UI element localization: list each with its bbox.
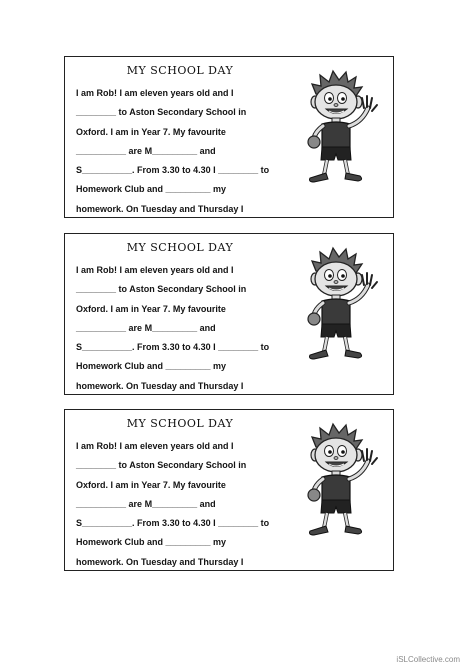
card-text — [76, 84, 269, 219]
card-text — [76, 437, 269, 572]
text-line: ________ to Aston Secondary School in — [76, 107, 247, 118]
text-line: __________ are M_________ and — [76, 322, 216, 333]
text-line: ________ to Aston Secondary School in — [76, 460, 247, 471]
text-line: homework. On Tuesday and Thursday I — [76, 556, 244, 567]
card-title: MY SCHOOL DAY — [126, 417, 234, 430]
text-line: __________ are M_________ and — [76, 498, 216, 509]
worksheet-card-2 — [64, 233, 394, 395]
watermark: iSLCollective.com — [396, 655, 460, 664]
text-line: homework. On Tuesday and Thursday I — [76, 380, 244, 391]
text-line: Oxford. I am in Year 7. My favourite — [76, 479, 226, 490]
card-text — [76, 261, 269, 396]
text-line: homework. On Tuesday and Thursday I — [76, 203, 244, 214]
text-line: S__________. From 3.30 to 4.30 I ________ to — [76, 165, 270, 176]
boy-cartoon-icon — [302, 68, 384, 188]
card-title: MY SCHOOL DAY — [126, 64, 234, 77]
text-line: Oxford. I am in Year 7. My favourite — [76, 126, 226, 137]
card-title: MY SCHOOL DAY — [126, 241, 234, 254]
text-line: Homework Club and _________ my — [76, 184, 227, 195]
boy-cartoon-icon — [302, 245, 384, 365]
boy-cartoon-icon — [302, 421, 384, 541]
text-line: S__________. From 3.30 to 4.30 I ________ to — [76, 342, 270, 353]
text-line: __________ are M_________ and — [76, 145, 216, 156]
text-line: Homework Club and _________ my — [76, 537, 227, 548]
text-line: ________ to Aston Secondary School in — [76, 284, 247, 295]
text-line: I am Rob! I am eleven years old and I — [76, 441, 234, 451]
text-line: Oxford. I am in Year 7. My favourite — [76, 303, 226, 314]
worksheet-card-1 — [64, 56, 394, 218]
text-line: Homework Club and _________ my — [76, 361, 227, 372]
text-line: I am Rob! I am eleven years old and I — [76, 265, 234, 275]
text-line: I am Rob! I am eleven years old and I — [76, 88, 234, 98]
text-line: S__________. From 3.30 to 4.30 I ________ to — [76, 518, 270, 529]
worksheet-card-3 — [64, 409, 394, 571]
